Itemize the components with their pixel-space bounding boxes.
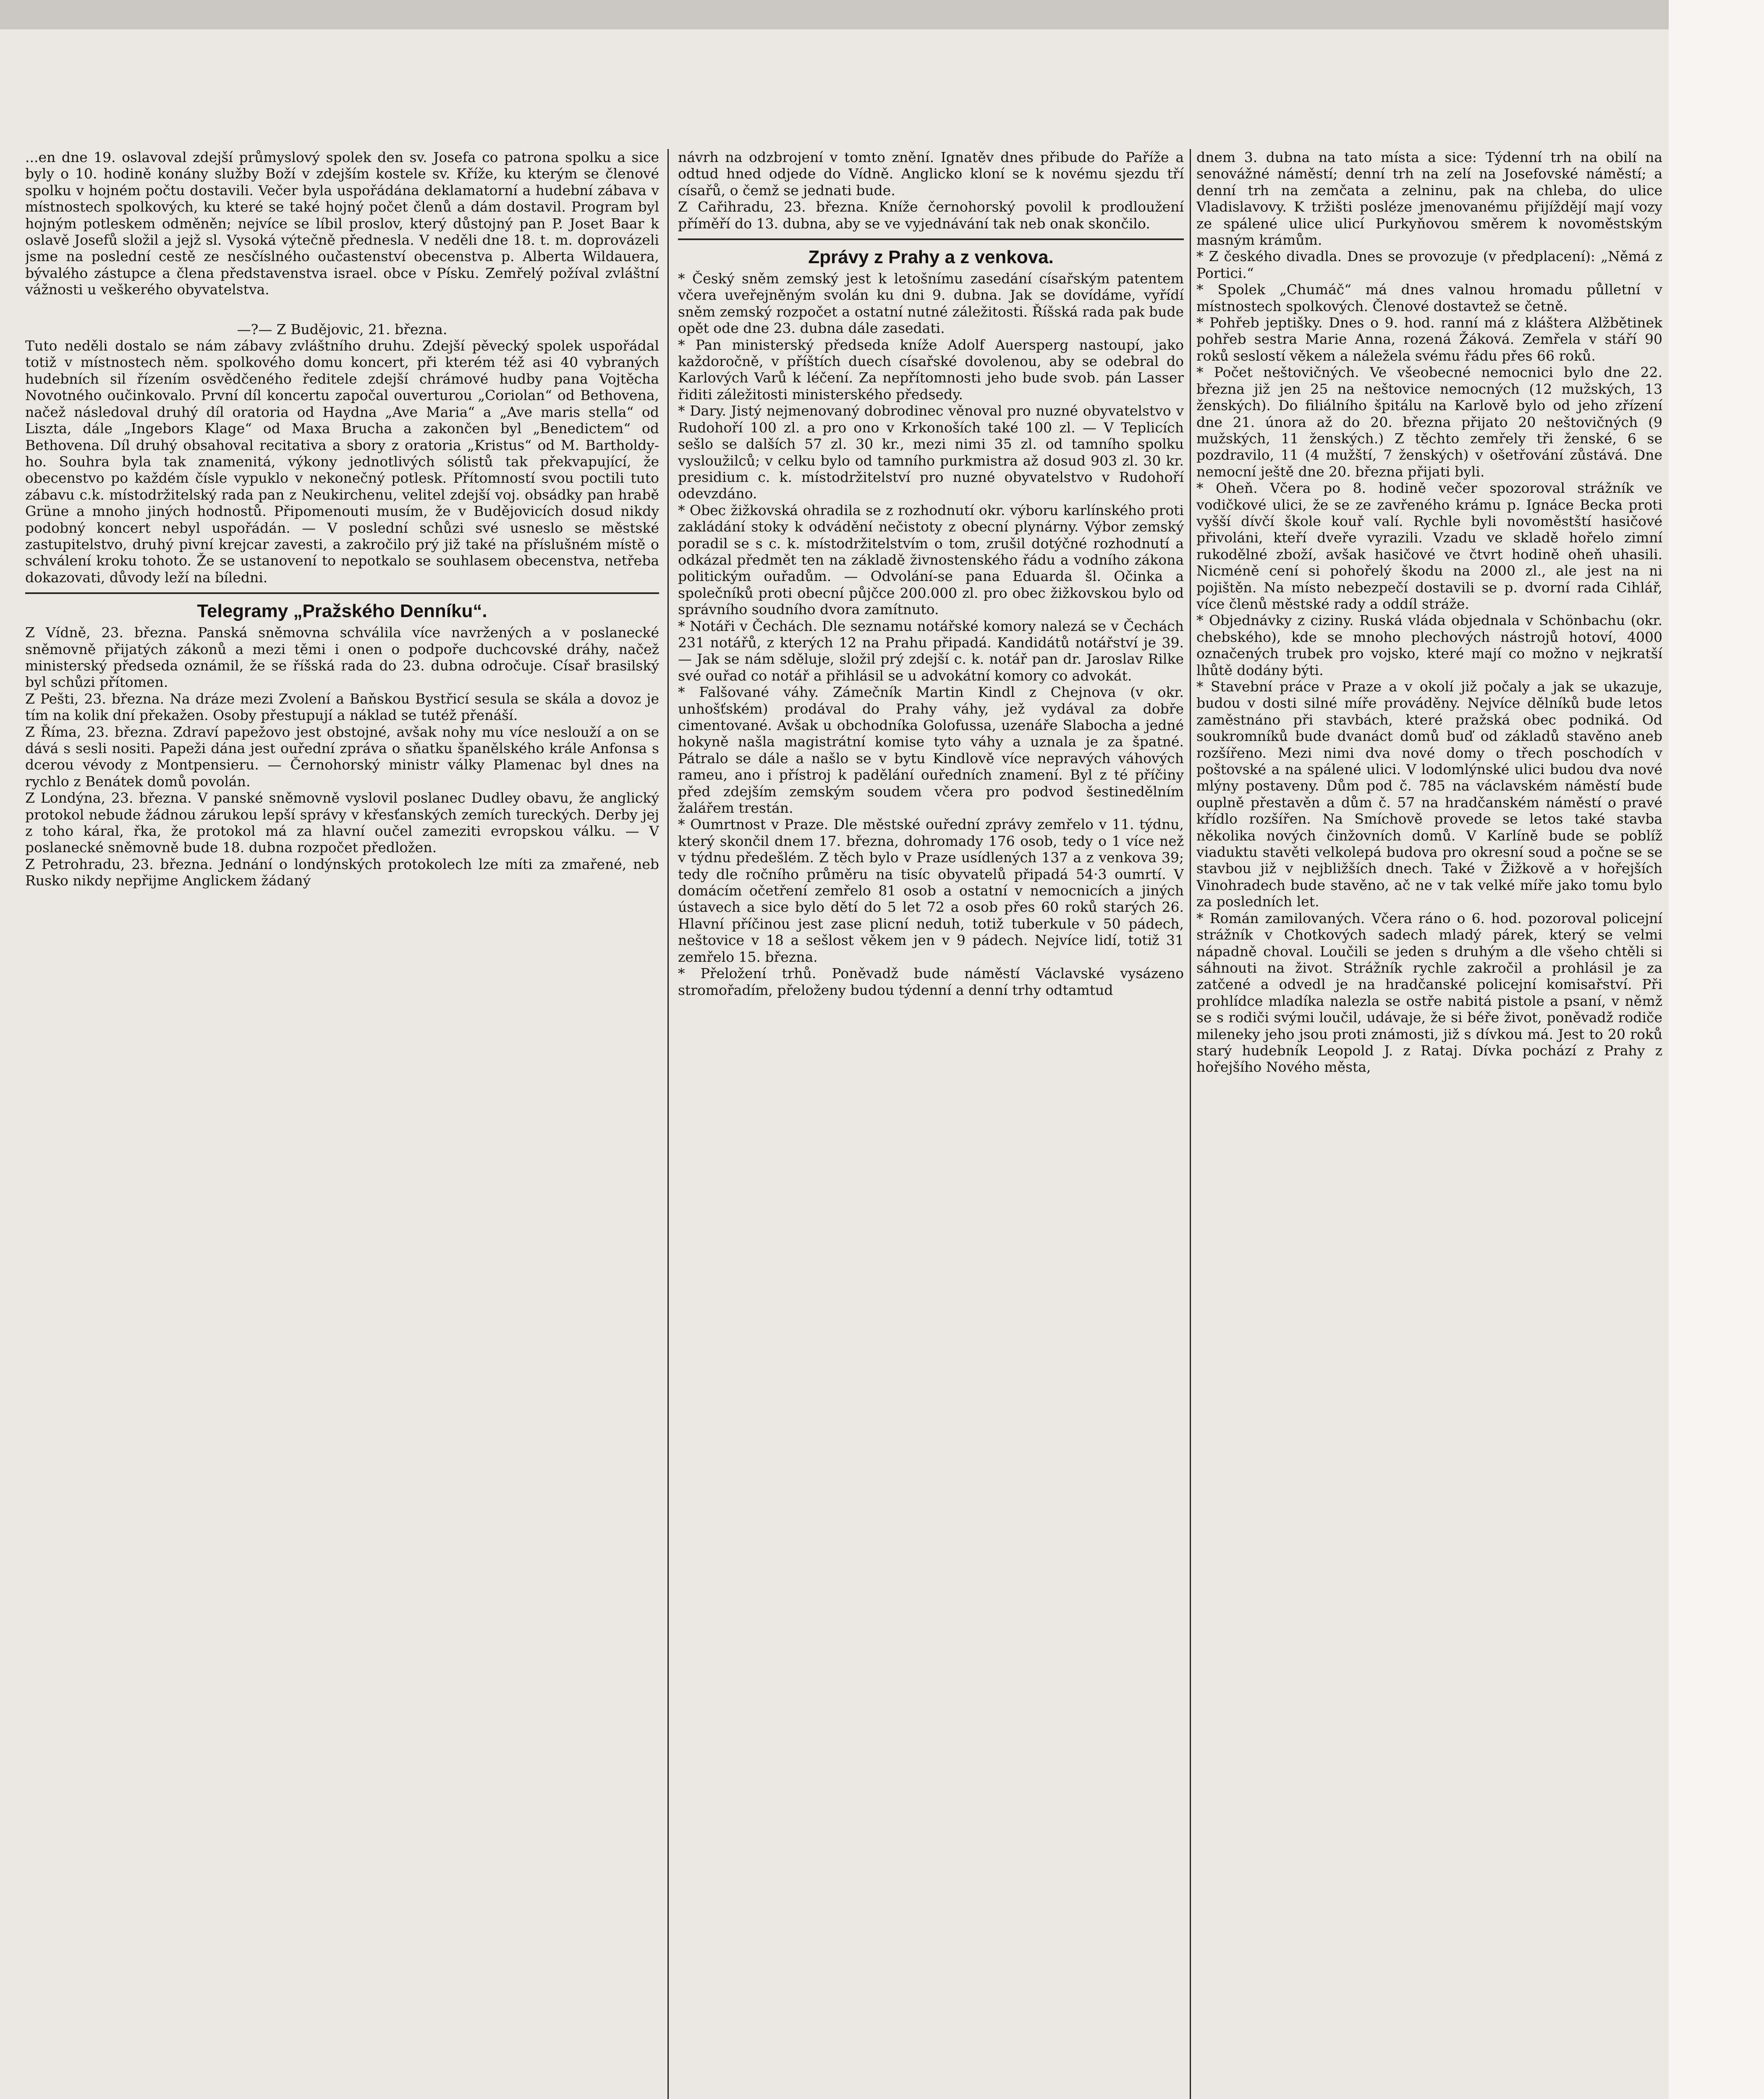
column-rule-2 [1190,149,1191,2099]
news-notaries: * Notáři v Čechách. Dle seznamu notářské komory nalezá se v Čechách 231 notářů, z kterých 12 na Prahu připadá. Kandidátů notářství je 39. — Jak se nám sděluje, složil prý zdejší c. k. notář pan dr. Jaroslav Rilke své ouřad co notář a přihlásil se u advokátní komory co advokát. [678,618,1184,684]
telegram-vienna: Z Vídně, 23. března. Panská sněmovna schválila více navržených a v poslanecké sněmovně přijatých zákonů a mezi těmi i onen o podpoře duchcovské dráhy, načež ministerský předseda oznámil, že se říšská rada do 23. dubna odročuje. Císař brasilský byl schůzi přítomen. [25,624,659,691]
telegram-continued: návrh na odzbrojení v tomto znění. Ignatěv dnes přibude do Paříže a odtud hned odjede do Vídně. Anglicko kloní se k novému sjezdu tří císařů, o čemž se jednati bude. [678,149,1184,199]
news-construction: * Stavební práce v Praze a v okolí již počaly a jak se ukazuje, budou v dosti silné míře prováděny. Nejvíce dělníků bude letos zaměstnáno při stavbách, které pražská obec podniká. Od soukromníků bude dvanáct domů buď od základů stavěno aneb rozšířeno. Mezi nimi dva nové domy o třech poschodích v poštovské a na spálené ulici. V lodomlýnské ulici budou dva nové mlýny postaveny. Dům pod č. 785 na václavském náměstí bude ouplně přestavěn a dům č. 57 na hradčanském náměstí o pravé křídlo rozšířen. Na Smíchově provede se letos také stavba několika nových činžovních domů. V Karlíně bude se poblíž viaduktu stavěti velkolepá budova pro okresní soud a počne se se stavbou již v nejbližších dnech. Také v Žižkově a v hořejších Vinohradech bude stavěno, ač ne v tak velké míře jako tomu bylo za posledních let. [1196,678,1662,910]
telegram-pest: Z Pešti, 23. března. Na dráze mezi Zvolení a Baňskou Bystřicí sesula se skála a dovoz je tím na kolik dní překažen. Osoby přestupují a náklad se tutéž přenáší. [25,690,659,724]
article-industrial-society: ...en dne 19. oslavoval zdejší průmyslový spolek den sv. Josefa co patrona spolku a sice byly o 10. hodině konány služby Boží v zdejším kostele sv. Kříže, ku kterým se členové spolku v hojném počtu dostavili. Večer byla uspořádána deklamatorní a hudební zábava v místnostech spolkových, ku které se také hojný počet členů a dám dostavil. Program byl hojným potleskem odměněn; nejvíce se líbil proslov, který důstojný pan P. Joset Baar k oslavě Josefů složil a jejž sl. Vysoká výtečně přednesla. V neděli dne 18. t. m. doprovázeli jsme na poslední cestě ze nesčíslného oučastenství obecenstva p. Alberta Wildauera, bývalého zástupce a člena představenstva israel. obce v Písku. Zemřelý požíval zvláštní vážnosti u veškerého obyvatelstva. [25,149,659,298]
section-divider [25,592,659,594]
telegram-rome: Z Říma, 23. března. Zdraví papežovo jest obstojné, avšak nohy mu více neslouží a on se dává s sesli nositi. Papeži dána jest ouřední zpráva o sňatku španělského krále Anfonsa s dcerou vévody z Montpensieru. — Černohorský ministr války Plamenac byl dnes na rychlo z Benátek domů povolán. [25,723,659,790]
news-diet: * Český sněm zemský jest k letošnímu zasedání císařským patentem včera uveřejněným svolán ku dni 9. dubna. Jak se dovídáme, vyřídí sněm zemský rozpočet a ostatní nutné záležitosti. Říšská rada pak bude opět ode dne 23. dubna dále zasedati. [678,270,1184,337]
news-zizkov: * Obec žižkovská ohradila se z rozhodnutí okr. výboru karlínského proti zakládání stoky k odvádění nečistoty z obecní plynárny. Výbor zemský poradil se s c. k. místodržitelstvím o tom, zrušil dotýčné rozhodnutí a odkázal předmět ten na základě živnostenského řádu a vodního zákona politickým ouřadům. — Odvolání-se pana Eduarda šl. Očinka a společníků proti obecní půjčce 200.000 zl. pro obec žižkovskou bylo od správního soudního dvora zamítnuto. [678,502,1184,618]
telegram-london: Z Londýna, 23. března. V panské sněmovně vyslovil poslanec Dudley obavu, že anglický protokol nebude žádnou zárukou lepší správy v křesťanských zemích tureckých. Derby jej z toho káral, řka, že protokol má za hlavní oučel zameziti evropskou válku. — V poslanecké sněmovně bude 18. dubna rozpočet předložen. [25,790,659,856]
telegram-constantinople: Z Cařihradu, 23. března. Kníže černohorský povolil k prodloužení příměří do 13. dubna, aby se ve vyjednávání tak neb onak skončilo. [678,199,1184,232]
telegrams-heading: Telegramy „Pražského Denníku“. [197,601,487,622]
telegram-petrograd: Z Petrohradu, 23. března. Jednání o londýnských protokolech lze míti za zmařené, neb Rusko nikdy nepřijme Anglickem žádaný [25,856,659,889]
news-foreign-orders: * Objednávky z ciziny. Ruská vláda objednala v Schönbachu (okr. chebského), kde se mnoho plechových nástrojů hotoví, 4000 označených trubek pro vojsko, které mají co možno v nejkratší lhůtě dodány býti. [1196,612,1662,678]
news-society-chumac: * Spolek „Chumáč“ má dnes valnou hromadu půlletní v místnostech spolkových. Členové dostavtež se četně. [1196,281,1662,314]
column-2 [678,149,1184,2099]
news-prime-minister: * Pan ministerský předseda kníže Adolf Auersperg nastoupí, jako každoročně, v příštích duech císařské dovolenou, aby se odebral do Karlových Varů k léčení. Za nepřítomnosti jeho bude svob. pán Lasser řiditi záležitosti ministerského předsedy. [678,336,1184,403]
news-mortality: * Oumrtnost v Praze. Dle městské ouřední zprávy zemřelo v 11. týdnu, který skončil dnem 17. března, dohromady 176 osob, tedy o 1 více než v týdnu předešlém. Z těch bylo v Praze usídlených 137 a z venkova 39; tedy dle ročního průměru na tisíc obyvatelů připadá 54·3 oumrtí. V domácím očetření zemřelo 81 osob a ostatní v nemocnicích a jiných ústavech a sice bylo dětí do 5 let 72 a osob přes 60 roků starých 26. Hlavní příčinou jest zase plicní neduh, totiž tuberkule v 50 pádech, neštovice v 18 a sešlost věkem jen v 9 pádech. Nejvíce lidí, totiž 31 zemřelo 15. března. [678,816,1184,965]
section-divider [678,238,1184,240]
dateline-budejovice: —?— Z Budějovic, 21. března. [237,321,448,338]
news-nun-funeral: * Pohřeb jeptišky. Dnes o 9. hod. ranní má z kláštera Alžbětinek pohřeb sestra Marie Anna, rozená Žáková. Zemřela v stáří 90 roků seslostí věkem a náležela svému řádu přes 66 roků. [1196,314,1662,364]
news-theatre: * Z českého divadla. Dnes se provozuje (v předplacení): „Němá z Portici.“ [1196,248,1662,281]
column-3 [1196,149,1662,2099]
article-budejovice-concert: Tuto neděli dostalo se nám zábavy zvláštního druhu. Zdejší pěvecký spolek uspořádal totiž v místnostech něm. spolkového domu koncert, při kterém též asi 40 vybraných hudebních sil řízením osvědčeného ředitele zdejší chrámové hudby pana Vojtěcha Novotného oučinkovalo. První díl koncertu započal ouverturou „Coriolan“ od Bethovena, načež následoval druhý díl oratoria od Haydna „Ave Maria“ a „Ave maris stella“ od Liszta, dále „Ingebors Klage“ od Maxa Brucha a zakončen byl „Benedictem“ od Bethovena. Díl druhý obsahoval recitativa a sbory z oratoria „Kristus“ od M. Bartholdy-ho. Souhra byla tak znamenitá, výkony jednotlivých sólistů tak překvapující, že obecenstvo po každém čísle vypuklo v nekonečný potlesk. Přítomností svou poctili tuto zábavu c.k. místodržitelský rada pan z Neukirchenu, velitel zdejší voj. obsádky pan hrabě Grüne a mnoho jiných hodnostů. Připomenouti musím, že v Budějovicích dosud nikdy podobný koncert nebyl uspořádán. — V poslední schůzi své usneslo se městské zastupitelstvo, druhý pivní krejcar zavesti, a zakročilo prý již také na příslušném místě o schválení kroku tohoto. Že se ustanovení to nepotkalo se souhlasem obecenstva, netřeba dokazovati, důvody leží na bíledni. [25,338,659,586]
column-1 [25,149,659,2099]
news-fire: * Oheň. Včera po 8. hodině večer spozoroval strážník ve vodičkové ulici, že se ze zavřeného krámu p. Ignáce Becka proti vyšší dívčí škole kouř valí. Rychle byli novoměstští hasičové přivoláni, kteří dveře vyrazili. Vzadu ve skladě hořelo zimní rukodělné zboží, avšak hasičové ve čtvrt hodině oheň uhasili. Nicméně cení si pohořelý škodu na 2000 zl., ale jest na ni pojištěn. Na místo nebezpečí dostavili se p. dvorní rada Cihlář, více členů městské rady a oddíl stráže. [1196,480,1662,612]
news-donations: * Dary. Jistý nejmenovaný dobrodinec věnoval pro nuzné obyvatelstvo v Rudohoří 100 zl. a pro ono v Krkonoších také 100 zl. — V Teplicích sešlo se dalších 57 zl. 30 kr., mezi nimi 35 zl. od tamního spolku vysloužilců; v celku bylo od tamního purkmistra až dosud 903 zl. 30 kr. presidium c. k. místodržitelství pro nuzné obyvatelstvo v Rudohoří odevzdáno. [678,403,1184,502]
scan-right-margin [1669,0,1764,2099]
news-smallpox: * Počet neštovičných. Ve všeobecné nemocnici bylo dne 22. března již jen 25 na neštovice nemocných (12 mužských, 13 ženských). Do filiálního špitálu na Karlově bylo od jeho zřízení dne 21. února až do 20. března přijato 20 neštovičných (9 mužských, 11 ženských.) Z těchto zemřely tři ženské, 6 se pozdravilo, 11 (4 mužští, 7 ženských) v ošetřování zůstává. Dne nemocní ještě dne 20. března přijati byli. [1196,364,1662,480]
news-markets-continued: dnem 3. dubna na tato místa a sice: Týdenní trh na obilí na senovážné náměstí; denní trh na zelí na Josefovské náměstí; a denní trh na zemčata a zelninu, pak na chleba, do ulice Vladislavovy. K tržišti posléze jmenovanému přijíždějí mají vozy ze spálené ulice ulicí Purkyňovou směrem k novoměstským masným krámům. [1196,149,1662,249]
scan-top-band [0,0,1671,29]
news-heading: Zprávy z Prahy a z venkova. [808,247,1054,268]
news-false-scales: * Falšované váhy. Zámečník Martin Kindl z Chejnova (v okr. unhošťském) prodával do Prahy váhy, jež vydával za dobře cimentované. Avšak u obchodníka Golofussa, uzenáře Slabocha a jedné hokyně našla magistrátní komise tyto váhy a uznala je za špatné. Pátralo se dále a našlo se v bytu Kindlově více nepravých váhových rameu, ano i přístroj k padělání ouředních znamení. Byl z té příčiny před zdejším zemským soudem včera pro podvod šestinedělním žalářem trestán. [678,684,1184,817]
column-rule-1 [667,149,669,2099]
news-markets-moved: * Přeložení trhů. Poněvadž bude náměstí Václavské vysázeno stromořadím, přeloženy budou týdenní a denní trhy odtamtud [678,965,1184,998]
news-lovers-romance: * Román zamilovaných. Včera ráno o 6. hod. pozoroval policejní strážník v Chotkových sadech mladý párek, který se velmi nápadně choval. Loučili se jeden s druhým a dle všeho chtěli si sáhnouti na život. Strážník rychle zakročil a prohlásil je za zatčené a odvedl je na hradčanské policejní komisařství. Při prohlídce mladíka nalezla se ostře nabitá pistole a psaní, v němž se s rodiči svými loučil, udávaje, že si béře život, poněvadž rodiče mileneky jeho jsou proti známosti, již s dívkou má. Jest to 20 roků starý hudebník Leopold J. z Rataj. Dívka pochází z Prahy z hořejšího Nového města, [1196,910,1662,1076]
